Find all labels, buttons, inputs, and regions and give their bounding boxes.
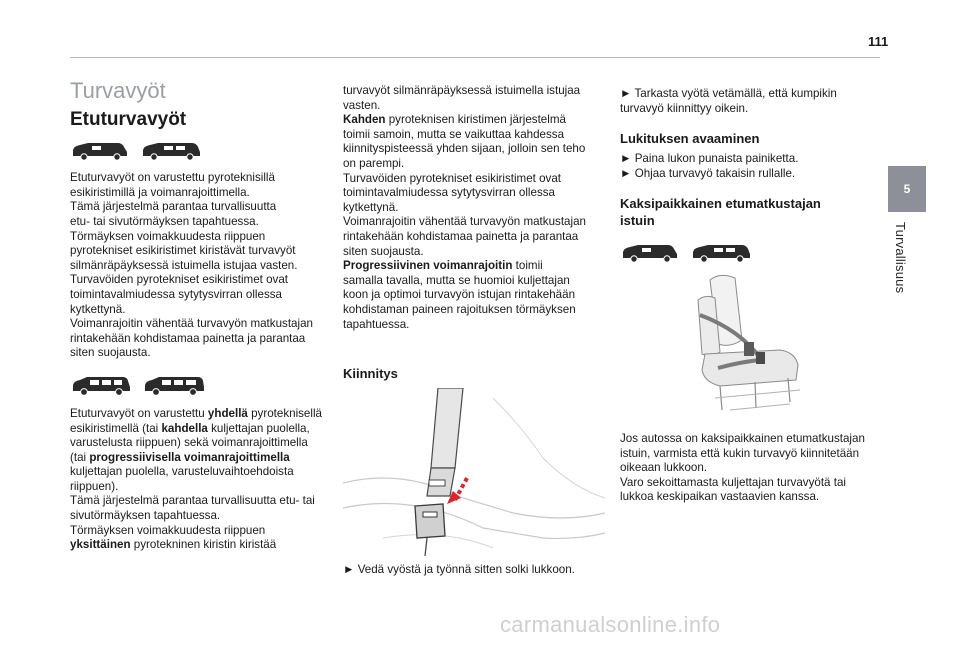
passenger-van-icon [70, 375, 132, 397]
text-line: toimii samoin, mutta se vaikuttaa kahdessa [343, 127, 565, 141]
section-title: Etuturvavyöt [70, 108, 187, 130]
heading-line: istuin [620, 213, 655, 229]
text-line: koon ja optimoi turvavyön istujan rintakehään [343, 288, 576, 302]
text-line: Voimanrajoitin vähentää turvavyön matkustajan [70, 317, 313, 331]
van-long-icon [140, 141, 202, 161]
fastening-caption: ► Vedä vyöstä ja työnnä sitten solki lukkoon. [343, 563, 575, 576]
passenger-van-long-icon [142, 375, 206, 397]
column-1 [70, 78, 330, 553]
double-seat-paragraph [620, 432, 882, 505]
text-line: istuin, varmista että kukin turvavyö kiinnitetään [620, 446, 860, 460]
text-line: Voimanrajoitin vähentää turvavyön matkustajan [343, 215, 586, 229]
chapter-label: Turvallisuus [893, 222, 908, 294]
text-line: kuljettajan puolella, varusteluvaihtoehdoista [70, 465, 294, 479]
text-line: etu- tai sivutörmäyksen tapahtuessa. [70, 214, 259, 228]
text-line: kohdistaman paineen rajoituksen törmäyksen [343, 302, 576, 316]
text-line: Etuturvavyöt on varustettu pyroteknisillä [70, 171, 275, 185]
fastening-heading: Kiinnitys [343, 366, 398, 381]
text-line: samalla tavalla, mutta se huomioi kuljettajan [343, 273, 570, 287]
van-short-icon [70, 141, 130, 161]
text-line: oikeaan lukkoon. [620, 461, 708, 475]
text-line: esikiristimillä ja voimanrajoittimella. [70, 185, 250, 199]
buckle-illustration [343, 388, 605, 556]
text-line: siten suojausta. [343, 244, 424, 258]
text-line: Etuturvavyöt on varustettu yhdellä pyroteknisellä [70, 406, 322, 420]
text-line: turvavyö kiinnittyy oikein. [620, 101, 749, 115]
text-line: rintakehään kohdistamaa painetta ja parantaa [70, 331, 306, 345]
text-line: ► Tarkasta vyötä vetämällä, että kumpikin [620, 87, 837, 100]
watermark: carmanualsonline.info [500, 612, 721, 637]
text-line: varustelusta riippuen) sekä voimanrajoittimella [70, 436, 308, 450]
double-seat-heading [620, 195, 882, 229]
text-line: vasten. [343, 98, 381, 112]
bullet-item: ► Ohjaa turvavyö takaisin rullalle. [620, 166, 796, 180]
text-line: pyrotekniset esikiristimet kiristävät turvavyöt [70, 244, 296, 258]
text-line: kytkettynä. [70, 302, 126, 316]
text-line: tapahtuessa. [343, 317, 410, 331]
vehicle-icons-1 [70, 141, 330, 161]
text-line: (tai progressiivisella voimanrajoittimella [70, 450, 290, 464]
van-short-icon [620, 243, 680, 263]
text-line: Varo sekoittamasta kuljettajan turvavyötä tai [620, 475, 846, 489]
vehicle-icons-2 [70, 375, 330, 397]
text-line: lukkoa keskipaikan vastaavien kanssa. [620, 490, 820, 504]
text-line: Turvavöiden pyrotekniset esikiristimet ovat [343, 171, 562, 185]
text-line: Jos autossa on kaksipaikkainen etumatkustajan [620, 432, 865, 445]
text-line: Kahden pyroteknisen kiristimen järjestelmä [343, 113, 566, 127]
header-divider [70, 57, 880, 58]
text-line: turvavyöt silmänräpäyksessä istuimella istujaa [343, 84, 581, 97]
chapter-tab[interactable]: 5 [888, 166, 926, 212]
column-2 [343, 84, 603, 332]
text-line: toimintavalmiudessa sytytysvirran ollessa [70, 287, 282, 301]
text-line: toimintavalmiudessa sytytysvirran ollessa [343, 186, 555, 200]
pretensioner-paragraph [70, 407, 330, 553]
text-line: silmänräpäyksessä istuimella istujaa vasten. [70, 258, 298, 272]
text-line: on parempi. [343, 156, 405, 170]
text-line: Törmäyksen voimakkuudesta riippuen [70, 523, 266, 537]
bullet-item: ► Paina lukon punaista painiketta. [620, 152, 799, 166]
text-line: siten suojausta. [70, 346, 151, 360]
text-line: riippuen). [70, 479, 119, 493]
text-line: Tämä järjestelmä parantaa turvallisuutta [70, 200, 277, 214]
page-number: 111 [868, 34, 889, 49]
intro-paragraph [70, 171, 330, 361]
text-line: sivutörmäyksen tapahtuessa. [70, 509, 221, 523]
vehicle-icons-3 [620, 243, 882, 263]
heading-line: Kaksipaikkainen etumatkustajan [620, 196, 821, 212]
page-title: Turvavyöt [70, 78, 166, 103]
text-line: rintakehään kohdistamaa painetta ja parantaa [343, 229, 579, 243]
van-long-icon [690, 243, 752, 263]
text-line: kytkettynä. [343, 200, 399, 214]
column-3 [620, 87, 882, 263]
text-line: Turvavöiden pyrotekniset esikiristimet ovat [70, 273, 289, 287]
text-line: Tämä järjestelmä parantaa turvallisuutta etu- tai [70, 494, 315, 508]
text-line: Törmäyksen voimakkuudesta riippuen [70, 229, 266, 243]
double-seat-illustration [660, 270, 810, 420]
text-line: yksittäinen pyrotekninen kiristin kiristää [70, 538, 277, 552]
text-line: Progressiivinen voimanrajoitin toimii [343, 259, 543, 273]
text-line: esikiristimellä (tai kahdella kuljettajan puolella, [70, 421, 310, 435]
unlocking-heading: Lukituksen avaaminen [620, 131, 760, 147]
text-line: kiinnityspisteessä yhden sijaan, jolloin sen teho [343, 142, 586, 156]
